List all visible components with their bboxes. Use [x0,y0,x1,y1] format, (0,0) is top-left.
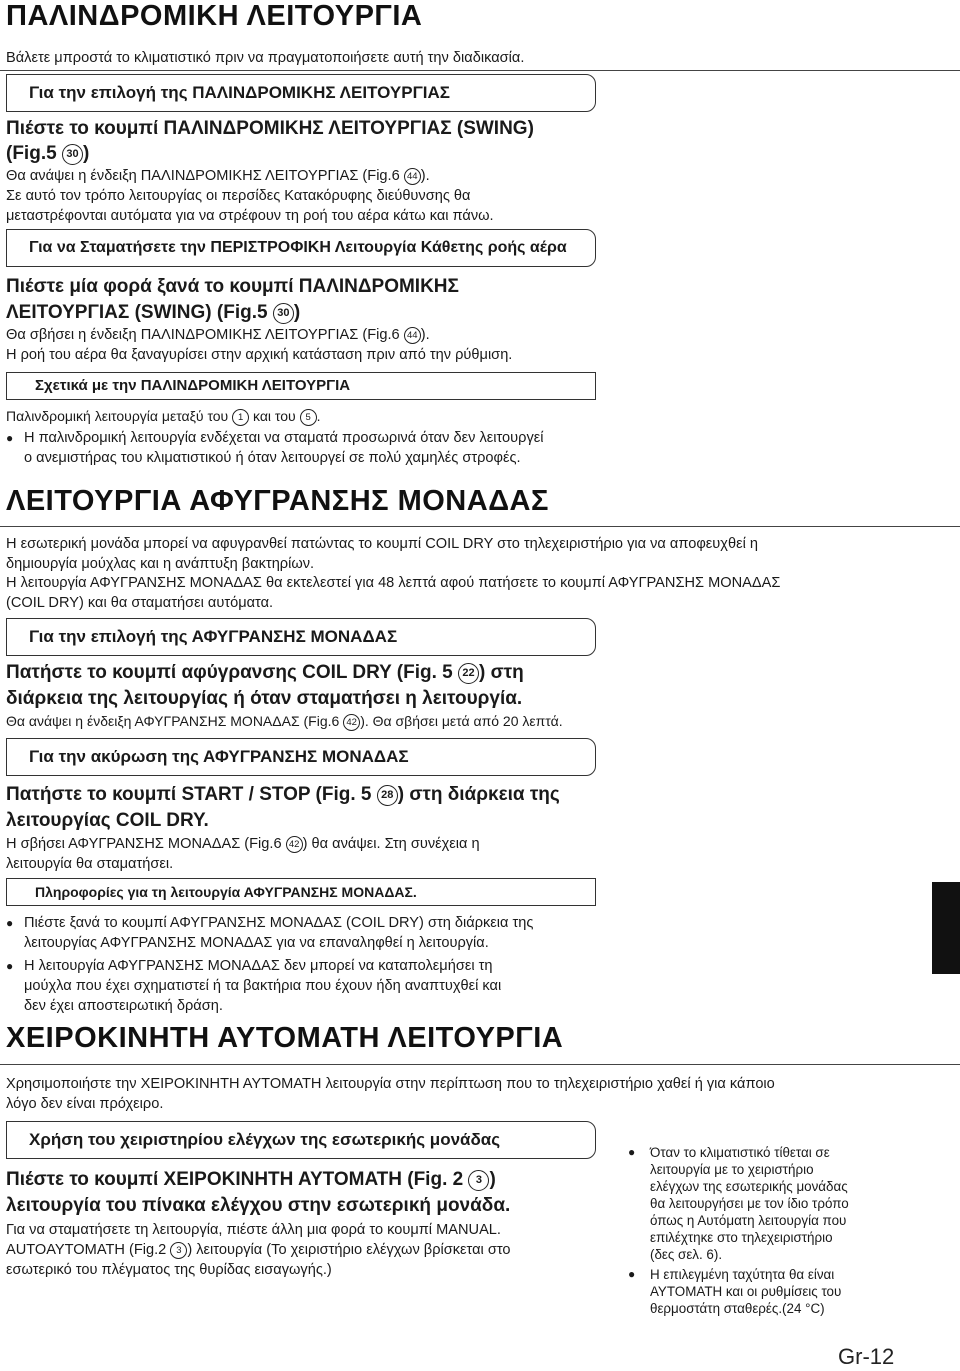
manual-auto-intro-2: λόγο δεν είναι πρόχειρο. [6,1096,164,1112]
indicator-ref-42: 42 [343,714,360,731]
indicator-ref-44: 44 [404,168,421,185]
heading-box-swing-about: Σχετικά με την ΠΑΛΙΝΔΡΟΜΙΚΗ ΛΕΙΤΟΥΡΓΙΑ [6,372,596,400]
indicator-ref-44: 44 [404,327,421,344]
bullet-icon: ● [6,959,14,973]
side-note-2: ● Η επιλεγμένη ταχύτητα θα είναι ΑΥΤΟΜΑΤΗ και οι ρυθμίσεις του θερμοστάτη σταθερές.(24 °C) [628,1267,842,1316]
heading-box-coil-dry-info: Πληροφορίες για τη λειτουργία ΑΦΥΓΡΑΝΣΗΣ ΜΟΝΑΔΑΣ. [6,878,596,906]
position-ref-1: 1 [232,409,249,426]
coil-dry-intro-1: Η εσωτερική μονάδα μπορεί να αφυγρανθεί πατώντας το κουμπί COIL DRY στο τηλεχειριστήριο για να αποφευχθεί η [6,536,758,552]
divider [0,1064,960,1065]
page-number: Gr-12 [838,1344,895,1369]
coil-dry-select-instruction: Πατήστε το κουμπί αφύγρανσης COIL DRY (Fig. 5 22 ) στη [6,662,524,683]
section-title-coil-dry: ΛΕΙΤΟΥΡΓΙΑ ΑΦΥΓΡΑΝΣΗΣ ΜΟΝΑΔΑΣ [6,485,549,517]
button-ref-28: 28 [377,785,398,806]
coil-dry-stop-note: λειτουργία θα σταματήσει. [6,856,174,872]
swing-note-1: Η παλινδρομική λειτουργία ενδέχεται να σταματά προσωρινά όταν δεν λειτουργεί [24,430,544,446]
side-note-1: ● Όταν το κλιματιστικό τίθεται σε λειτουργία με το χειριστήριο ελέγχων της εσωτερικής μονάδας θα λειτουργήσει με τον ίδιο τρόπο όπως η Αυτόματη λειτουργία που επιλέχτηκε στο τηλεχειριστήριο (δες σελ. 6). [628,1145,849,1262]
position-ref-5: 5 [300,409,317,426]
heading-box-swing-stop: Για να Σταματήσετε την ΠΕΡΙΣΤΡΟΦΙΚΗ Λειτουργία Κάθετης ροής αέρα [6,229,596,267]
bullet-icon: ● [628,1145,636,1159]
divider [0,526,960,527]
coil-dry-indicator-on: Θα ανάψει η ένδειξη ΑΦΥΓΡΑΝΣΗΣ ΜΟΝΑΔΑΣ (Fig.6 42 ). Θα σβήσει μετά από 20 λεπτά. [6,713,563,729]
manual-auto-stop: Για να σταματήσετε τη λειτουργία, πιέστε άλλη μια φορά το κουμπί MANUAL. [6,1222,501,1238]
section-title-manual-auto: ΧΕΙΡΟΚΙΝΗΤΗ ΑΥΤΟΜΑΤΗ ΛΕΙΤΟΥΡΓΙΑ [6,1022,564,1054]
side-notes [628,1144,928,1317]
button-ref-30: 30 [273,303,294,324]
heading-box-indoor-controls: Χρήση του χειριστηρίου ελέγχων της εσωτερικής μονάδας [6,1121,596,1159]
bullet-icon: ● [6,431,14,445]
manual-auto-location-1: AUTOΑΥΤΟΜΑΤΗ (Fig.2 3 ) λειτουργία (Το χειριστήριο ελέγχων βρίσκεται στο [6,1242,511,1258]
manual-auto-location-2: εσωτερικό του πλέγματος της θυρίδας εισαγωγής.) [6,1262,332,1278]
coil-dry-info-1b: λειτουργίας ΑΦΥΓΡΑΝΣΗΣ ΜΟΝΑΔΑΣ για να επαναληφθεί η λειτουργία. [24,935,489,951]
swing-range: Παλινδρομική λειτουργία μεταξύ του 1 και του 5 . [6,408,321,424]
manual-auto-instruction: Πιέστε το κουμπί ΧΕΙΡΟΚΙΝΗΤΗ ΑΥΤΟΜΑΤΗ (Fig. 2 3 ) [6,1169,496,1190]
swing-description-1: Σε αυτό τον τρόπο λειτουργίας οι περσίδες Κατακόρυφης διεύθυνσης θα [6,188,471,204]
divider [0,70,960,71]
manual-auto-intro-1: Χρησιμοποιήστε την ΧΕΙΡΟΚΙΝΗΤΗ ΑΥΤΟΜΑΤΗ λειτουργία στην περίπτωση που το τηλεχειριστήριο χαθεί ή για κάποιο [6,1076,775,1092]
coil-dry-info-2c: δεν έχει αποστειρωτική δράση. [24,998,223,1014]
coil-dry-intro-2: δημιουργία μούχλας και η ανάπτυξη βακτηρίων. [6,556,315,572]
button-ref-3: 3 [170,1242,187,1259]
bullet-icon: ● [6,916,14,930]
swing-select-instruction: Πιέστε το κουμπί ΠΑΛΙΝΔΡΟΜΙΚΗΣ ΛΕΙΤΟΥΡΓΙΑΣ (SWING) [6,118,534,139]
swing-stop-instruction-ref: ΛΕΙΤΟΥΡΓΙΑΣ (SWING) (Fig.5 30 ) [6,302,301,323]
heading-box-swing-select: Για την επιλογή της ΠΑΛΙΝΔΡΟΜΙΚΗΣ ΛΕΙΤΟΥΡΓΙΑΣ [6,74,596,112]
swing-stop-instruction: Πιέστε μία φορά ξανά το κουμπί ΠΑΛΙΝΔΡΟΜΙΚΗΣ [6,276,459,297]
coil-dry-select-instruction-2: διάρκεια της λειτουργίας ή όταν σταματήσει η λειτουργία. [6,688,523,709]
swing-indicator-on: Θα ανάψει η ένδειξη ΠΑΛΙΝΔΡΟΜΙΚΗΣ ΛΕΙΤΟΥΡΓΙΑΣ (Fig.6 44 ). [6,168,430,184]
coil-dry-duration-1: Η λειτουργία ΑΦΥΓΡΑΝΣΗΣ ΜΟΝΑΔΑΣ θα εκτελεστεί για 48 λεπτά αφού πατήσετε το κουμπί ΑΦΥΓΡΑΝΣΗΣ ΜΟΝΑΔΑΣ [6,575,781,591]
coil-dry-indicator-off: Η σβήσει ΑΦΥΓΡΑΝΣΗΣ ΜΟΝΑΔΑΣ (Fig.6 42 ) θα ανάψει. Στη συνέχεια η [6,836,480,852]
heading-box-coil-dry-select: Για την επιλογή της ΑΦΥΓΡΑΝΣΗΣ ΜΟΝΑΔΑΣ [6,618,596,656]
button-ref-3: 3 [468,1170,489,1191]
bullet-icon: ● [628,1267,636,1281]
swing-note-2: ο ανεμιστήρας του κλιματιστικού ή όταν λειτουργεί σε πολύ χαμηλές στροφές. [24,450,521,466]
edge-tab-marker [932,882,960,974]
coil-dry-info-2a: Η λειτουργία ΑΦΥΓΡΑΝΣΗΣ ΜΟΝΑΔΑΣ δεν μπορεί να καταπολεμήσει τη [24,958,493,974]
coil-dry-cancel-instruction-2: λειτουργίας COIL DRY. [6,810,209,831]
swing-indicator-off: Θα σβήσει η ένδειξη ΠΑΛΙΝΔΡΟΜΙΚΗΣ ΛΕΙΤΟΥΡΓΙΑΣ (Fig.6 44 ). [6,327,430,343]
coil-dry-cancel-instruction: Πατήστε το κουμπί START / STOP (Fig. 5 28 ) στη διάρκεια της [6,784,560,805]
button-ref-22: 22 [458,663,479,684]
manual-auto-instruction-2: λειτουργία του πίνακα ελέγχου στην εσωτερική μονάδα. [6,1195,511,1216]
coil-dry-info-1a: Πιέστε ξανά το κουμπί ΑΦΥΓΡΑΝΣΗΣ ΜΟΝΑΔΑΣ (COIL DRY) στη διάρκεια της [24,915,534,931]
section-title-swing: ΠΑΛΙΝΔΡΟΜΙΚΗ ΛΕΙΤΟΥΡΓΙΑ [6,0,423,32]
swing-airflow-reset: Η ροή του αέρα θα ξαναγυρίσει στην αρχική κατάσταση πριν από την ρύθμιση. [6,347,513,363]
coil-dry-duration-2: (COIL DRY) και θα σταματήσει αυτόματα. [6,595,274,611]
swing-description-2: μεταστρέφονται αυτόματα για να στρέφουν τη ροή του αέρα κάτω και πάνω. [6,208,494,224]
swing-select-instruction-ref: (Fig.5 30 ) [6,143,90,164]
swing-intro: Βάλετε μπροστά το κλιματιστικό πριν να πραγματοποιήσετε αυτή την διαδικασία. [6,50,525,66]
button-ref-30: 30 [62,144,83,165]
heading-box-coil-dry-cancel: Για την ακύρωση της ΑΦΥΓΡΑΝΣΗΣ ΜΟΝΑΔΑΣ [6,738,596,776]
indicator-ref-42: 42 [286,836,303,853]
coil-dry-info-2b: μούχλα που έχει σχηματιστεί ή τα βακτήρια που έχουν ήδη αναπτυχθεί και [24,978,502,994]
